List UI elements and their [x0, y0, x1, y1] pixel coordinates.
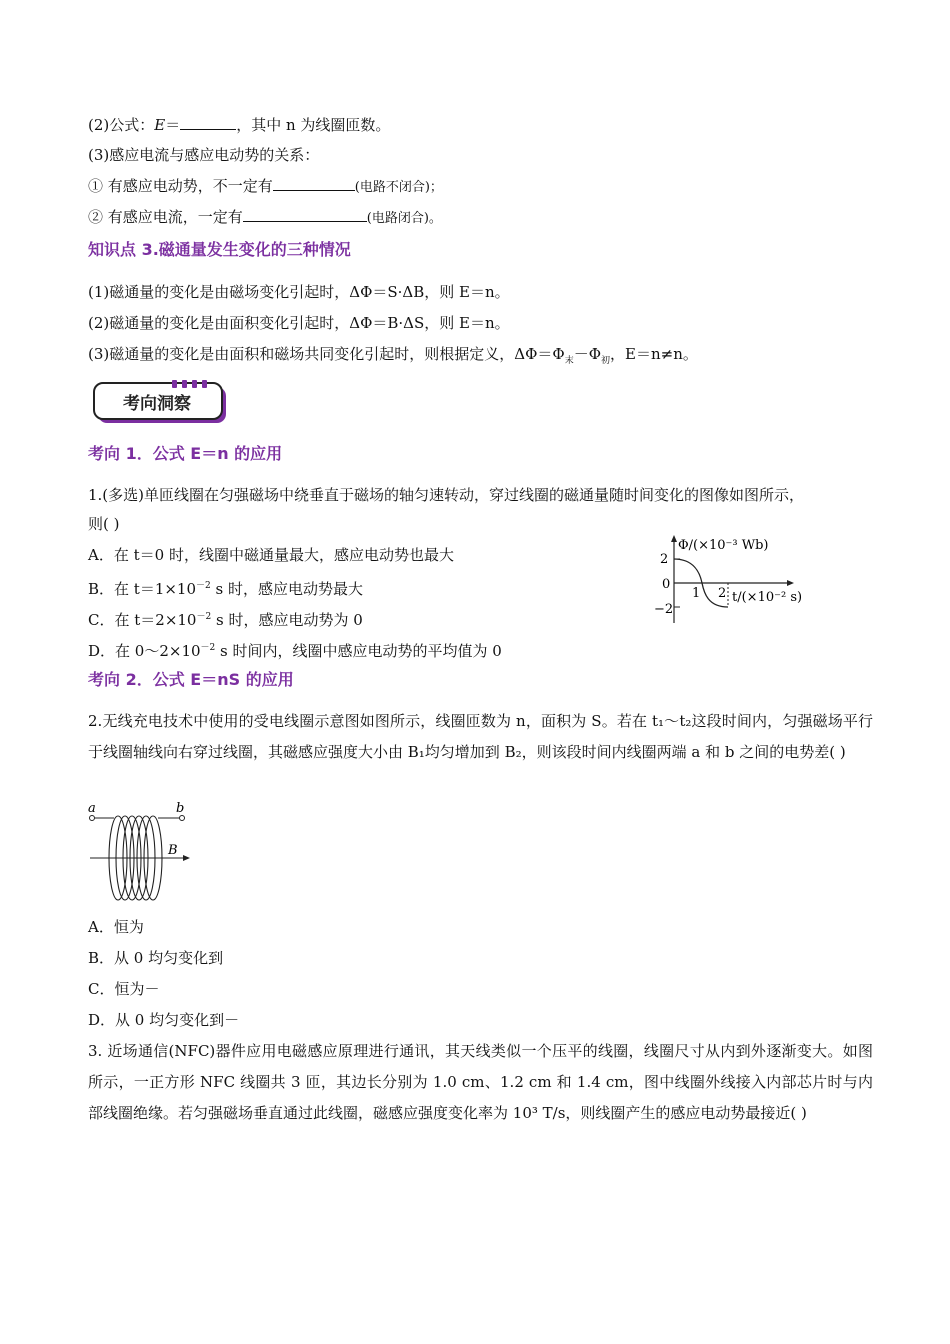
coil-terminal-b — [180, 816, 185, 821]
kp3-line3-pre: (3)磁通量的变化是由面积和磁场共同变化引起时，则根据定义，ΔΦ＝Φ — [88, 345, 565, 363]
q2-option-c: C．恒为－ — [88, 980, 160, 998]
formula-suffix: ，其中 n 为线圈匝数。 — [236, 116, 391, 134]
item1-post: (电路不闭合)； — [354, 180, 443, 195]
formula-eq: ＝ — [165, 116, 181, 134]
kp3-line3-mid: －Φ — [573, 345, 602, 363]
q1-line2: 则( ) — [88, 515, 120, 533]
q1-option-d — [88, 638, 502, 661]
formula-prefix: (2)公式： — [88, 116, 155, 134]
item2-post: (电路闭合)。 — [366, 211, 442, 226]
q2-option-b: B．从 0 均匀变化到 — [88, 949, 224, 967]
q3-text: 3. 近场通信(NFC)器件应用电磁感应原理进行通讯，其天线类似一个压平的线圈，线圈尺寸从内到外逐渐变大。如图所示，一正方形 NFC 线圈共 3 匝，其边长分别为 1.0 cm、1.2 cm 和 1.4 cm，图中线圈外线接入内部芯片时与内部线圈绝缘。若匀强磁场垂直通过此线圈，磁感应强度变化率为 10³ T/s，则线圈产生的感应电动势最接近( ) — [88, 1042, 873, 1122]
q1-option-b — [88, 576, 363, 599]
relation-item-1 — [88, 176, 443, 198]
item1-pre: ① 有感应电动势，不一定有 — [88, 177, 273, 195]
kp3-line1: (1)磁通量的变化是由磁场变化引起时，ΔΦ＝S·ΔB，则 E＝n。 — [88, 283, 510, 301]
optC-pre: C．在 t＝2×10 — [88, 611, 197, 629]
optD-pre: D．在 0～2×10 — [88, 642, 201, 660]
kp3-line3-post: ，E＝n≠n。 — [610, 345, 698, 363]
relation-title: (3)感应电流与感应电动势的关系： — [88, 146, 320, 164]
graph-y-bottom: −2 — [654, 602, 674, 617]
flux-graph — [650, 533, 820, 625]
q2-option-d: D．从 0 均匀变化到－ — [88, 1011, 240, 1029]
q2-option-a: A．恒为 — [88, 918, 144, 936]
q1-option-a: A．在 t＝0 时，线圈中磁通量最大，感应电动势也最大 — [88, 546, 454, 564]
kx2-title: 考向 2．公式 E＝nS 的应用 — [88, 670, 294, 689]
q2-text: 2.无线充电技术中使用的受电线圈示意图如图所示，线圈匝数为 n，面积为 S。若在 t₁～t₂这段时间内，匀强磁场平行于线圈轴线向右穿过线圈，其磁感应强度大小由 B₁均匀增加到 B₂，则该段时间内线圈两端 a 和 b 之间的电势差( ) — [88, 712, 873, 761]
relation-item-2 — [88, 207, 442, 229]
graph-y-top: 2 — [660, 552, 669, 567]
graph-x-arrow — [787, 580, 794, 586]
coil-terminal-a — [90, 816, 95, 821]
item2-pre: ② 有感应电流，一定有 — [88, 208, 243, 226]
graph-y-arrow — [671, 535, 677, 542]
coil-label-field: B — [168, 843, 178, 858]
q1-option-c — [88, 607, 363, 630]
coil-label-a: a — [88, 801, 96, 816]
kp3-sub-start: 初 — [601, 356, 611, 366]
kp3-line3 — [88, 344, 698, 371]
kp3-title: 知识点 3.磁通量发生变化的三种情况 — [88, 240, 351, 259]
blank-3 — [243, 207, 367, 222]
q1-line1: 1.(多选)单匝线圈在匀强磁场中绕垂直于磁场的轴匀速转动，穿过线圈的磁通量随时间变化的图像如图所示， — [88, 486, 805, 504]
formula-var: E — [154, 116, 166, 134]
field-arrow — [183, 855, 190, 861]
graph-y-zero: 0 — [662, 577, 671, 592]
optB-post: s 时，感应电动势最大 — [210, 580, 364, 598]
formula-line — [88, 115, 390, 135]
kx1-title: 考向 1．公式 E＝n 的应用 — [88, 444, 283, 463]
coil-figure — [86, 798, 196, 906]
graph-x-two: 2 — [718, 586, 727, 601]
optC-sup: －2 — [196, 612, 212, 622]
section-badge — [92, 380, 228, 424]
blank-2 — [273, 176, 355, 191]
coil-label-b: b — [176, 801, 185, 816]
optB-sup: －2 — [196, 581, 211, 591]
optD-sup: －2 — [200, 643, 216, 653]
blank-1 — [180, 115, 236, 130]
graph-ylabel: Φ/(×10⁻³ Wb) — [678, 538, 769, 553]
optC-post: s 时，感应电动势为 0 — [211, 611, 363, 629]
kp3-sub-end: 末 — [564, 356, 574, 366]
graph-x-one: 1 — [692, 586, 701, 601]
badge-label: 考向洞察 — [123, 394, 191, 414]
kp3-line2: (2)磁通量的变化是由面积变化引起时，ΔΦ＝B·ΔS，则 E＝n。 — [88, 314, 510, 332]
graph-xlabel: t/(×10⁻² s) — [732, 590, 803, 605]
optB-pre: B．在 t＝1×10 — [88, 580, 197, 598]
optD-post: s 时间内，线圈中感应电动势的平均值为 0 — [215, 642, 502, 660]
